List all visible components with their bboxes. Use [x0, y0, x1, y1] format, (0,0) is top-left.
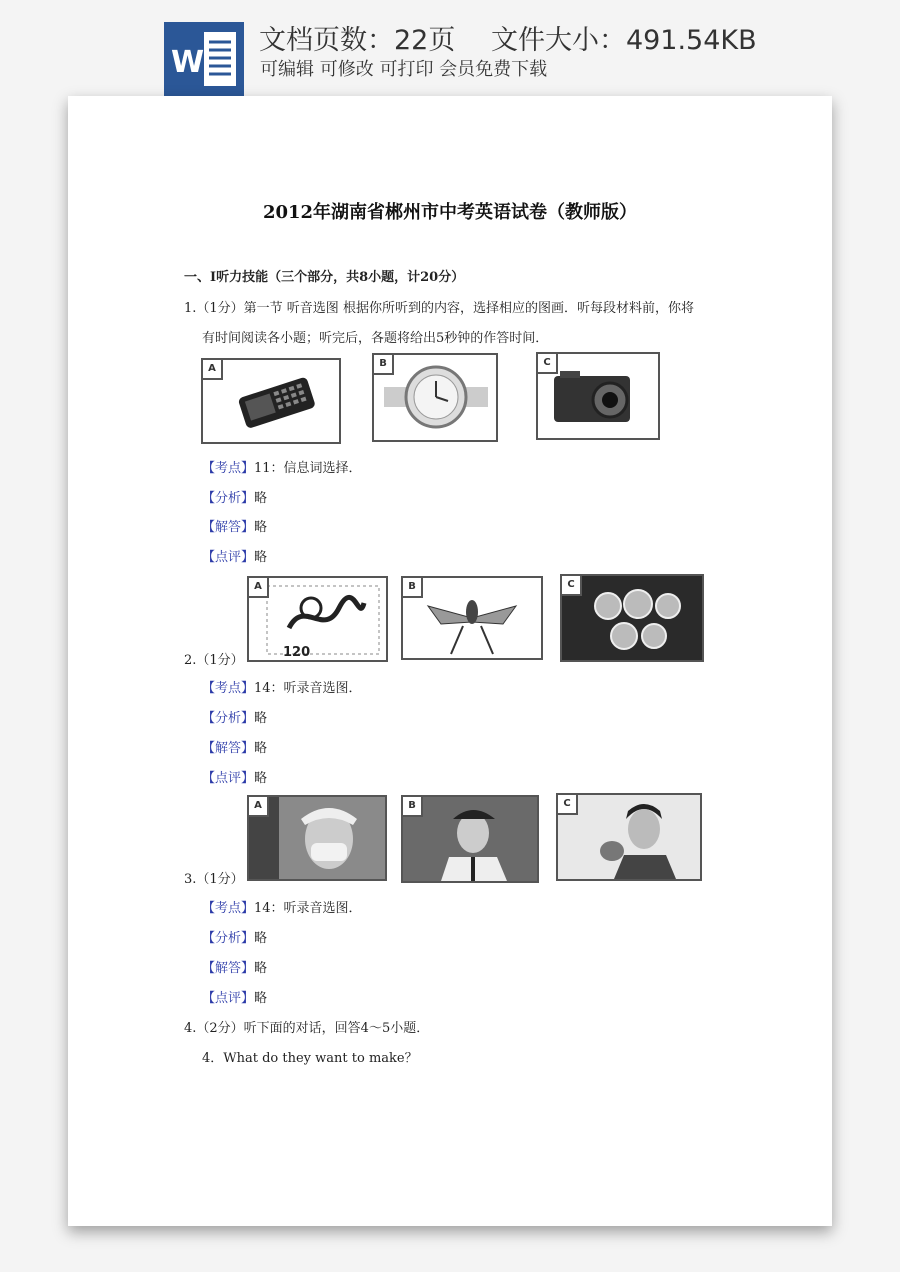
file-info: 文档页数：22页 文件大小：491.54KB: [259, 25, 757, 56]
option-letter: C: [556, 793, 578, 815]
jieda-label: 【解答】: [202, 520, 255, 535]
file-actions: 可编辑 可修改 可打印 会员免费下载: [260, 59, 548, 80]
coins-icon: [562, 576, 702, 660]
q2-option-c-image: [560, 574, 704, 662]
dragon-stamp-icon: [249, 578, 386, 660]
question-3-stem: 3.（1分）: [184, 872, 244, 887]
q3-fenxi: 【分析】略: [202, 931, 268, 946]
q3-jieda: 【解答】略: [202, 961, 268, 976]
word-doc-icon: [164, 22, 244, 96]
q3-option-a-image: [247, 795, 387, 881]
q1-option-c-image: [536, 352, 660, 440]
question-2-stem: 2.（1分）: [184, 653, 244, 668]
nurse-photo-icon: [249, 797, 385, 879]
police-photo-icon: [403, 797, 537, 881]
fenxi-label: 【分析】: [202, 491, 255, 506]
dianping-label: 【点评】: [202, 771, 255, 786]
q2-option-b-image: [401, 576, 543, 660]
kaodian-label: 【考点】: [202, 901, 255, 916]
q1-option-a-image: [201, 358, 341, 444]
option-letter: A: [201, 358, 223, 380]
q3-kaodian: 【考点】14：听录音选图．: [202, 901, 362, 916]
option-letter: B: [401, 576, 423, 598]
q3-option-c-image: [556, 793, 702, 881]
q1-fenxi: 【分析】略: [202, 491, 268, 506]
q2-option-a-image: [247, 576, 388, 662]
q1-option-b-image: [372, 353, 498, 442]
jieda-label: 【解答】: [202, 961, 255, 976]
dianping-label: 【点评】: [202, 550, 255, 565]
question-1-stem: 1.（1分）第一节 听音选图 根据你所听到的内容，选择相应的图画．听每段材料前，你将: [184, 301, 694, 316]
option-letter: A: [247, 795, 269, 817]
kaodian-label: 【考点】: [202, 681, 255, 696]
q1-jieda: 【解答】略: [202, 520, 268, 535]
section-heading: 一、Ⅰ听力技能（三个部分，共8小题，计20分）: [184, 270, 465, 285]
option-letter: A: [247, 576, 269, 598]
attendant-photo-icon: [558, 795, 700, 879]
q2-dianping: 【点评】略: [202, 771, 268, 786]
stamp-value: 120: [283, 645, 311, 660]
question-4-sub: 4．What do they want to make？: [202, 1051, 418, 1066]
q2-fenxi: 【分析】略: [202, 711, 268, 726]
option-letter: C: [536, 352, 558, 374]
phone-icon: [203, 360, 339, 442]
option-letter: C: [560, 574, 582, 596]
download-banner: [0, 0, 900, 96]
kite-icon: [403, 578, 541, 658]
q2-kaodian: 【考点】14：听录音选图．: [202, 681, 362, 696]
fenxi-label: 【分析】: [202, 711, 255, 726]
q3-dianping: 【点评】略: [202, 991, 268, 1006]
question-1-stem-cont: 有时间阅读各小题；听完后，各题将给出5秒钟的作答时间．: [202, 331, 549, 346]
word-icon-letter: W: [171, 45, 205, 80]
question-4-stem: 4.（2分）听下面的对话，回答4～5小题．: [184, 1021, 430, 1036]
dianping-label: 【点评】: [202, 991, 255, 1006]
q1-dianping: 【点评】略: [202, 550, 268, 565]
option-letter: B: [372, 353, 394, 375]
kaodian-label: 【考点】: [202, 461, 255, 476]
fenxi-label: 【分析】: [202, 931, 255, 946]
q3-option-b-image: [401, 795, 539, 883]
option-letter: B: [401, 795, 423, 817]
jieda-label: 【解答】: [202, 741, 255, 756]
page-title: 2012年湖南省郴州市中考英语试卷（教师版）: [262, 202, 638, 223]
q1-kaodian: 【考点】11：信息词选择．: [202, 461, 362, 476]
q2-jieda: 【解答】略: [202, 741, 268, 756]
